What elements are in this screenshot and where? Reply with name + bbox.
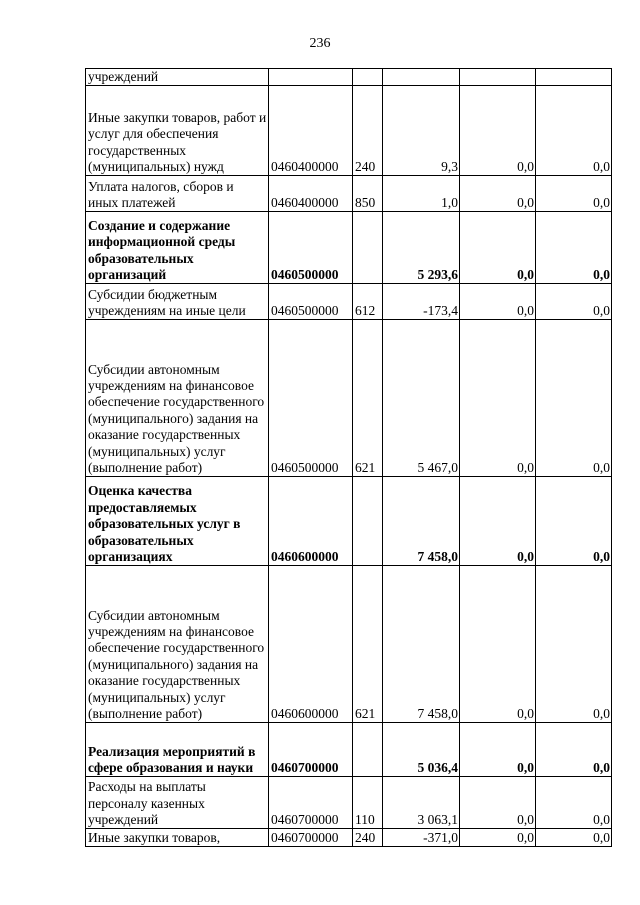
row-csr-cell bbox=[269, 69, 353, 86]
row-vr-cell: 240 bbox=[353, 829, 383, 847]
row-sum-3-cell: 0,0 bbox=[536, 86, 612, 176]
row-vr-cell: 110 bbox=[353, 777, 383, 829]
row-csr-cell: 0460500000 bbox=[269, 212, 353, 284]
row-name-cell: Создание и содержание информационной среды образовательных организаций bbox=[86, 212, 269, 284]
row-vr-cell bbox=[353, 212, 383, 284]
row-name-cell: Оценка качества предоставляемых образовательных услуг в образовательных организациях bbox=[86, 477, 269, 566]
row-sum-3-cell: 0,0 bbox=[536, 723, 612, 777]
row-name-cell: Субсидии автономным учреждениям на финансовое обеспечение государственного (муниципального) задания на оказание государственных (муниципальных) услуг (выполнение работ) bbox=[86, 566, 269, 723]
row-vr-cell bbox=[353, 69, 383, 86]
row-sum-1-cell: -371,0 bbox=[383, 829, 460, 847]
row-csr-cell: 0460700000 bbox=[269, 723, 353, 777]
row-csr-cell: 0460500000 bbox=[269, 320, 353, 477]
row-sum-2-cell: 0,0 bbox=[460, 86, 536, 176]
row-sum-1-cell: 3 063,1 bbox=[383, 777, 460, 829]
budget-table bbox=[85, 68, 612, 847]
row-name-cell: Субсидии бюджетным учреждениям на иные цели bbox=[86, 284, 269, 320]
table-row-section bbox=[86, 723, 612, 777]
row-sum-2-cell: 0,0 bbox=[460, 284, 536, 320]
row-vr-cell bbox=[353, 723, 383, 777]
row-vr-cell: 240 bbox=[353, 86, 383, 176]
table-row bbox=[86, 86, 612, 176]
row-csr-cell: 0460600000 bbox=[269, 566, 353, 723]
row-name-cell: Иные закупки товаров, работ и услуг для обеспечения государственных (муниципальных) нужд bbox=[86, 86, 269, 176]
row-csr-cell: 0460700000 bbox=[269, 829, 353, 847]
table-row bbox=[86, 320, 612, 477]
table-row bbox=[86, 284, 612, 320]
row-name-cell: Субсидии автономным учреждениям на финансовое обеспечение государственного (муниципального) задания на оказание государственных (муниципальных) услуг (выполнение работ) bbox=[86, 320, 269, 477]
row-sum-3-cell: 0,0 bbox=[536, 212, 612, 284]
row-sum-3-cell: 0,0 bbox=[536, 176, 612, 212]
table-row bbox=[86, 69, 612, 86]
row-sum-2-cell: 0,0 bbox=[460, 477, 536, 566]
row-vr-cell: 621 bbox=[353, 320, 383, 477]
table-row bbox=[86, 566, 612, 723]
table-row bbox=[86, 777, 612, 829]
row-sum-1-cell: 5 036,4 bbox=[383, 723, 460, 777]
row-sum-1-cell: -173,4 bbox=[383, 284, 460, 320]
row-sum-2-cell: 0,0 bbox=[460, 777, 536, 829]
table-row bbox=[86, 829, 612, 847]
row-csr-cell: 0460600000 bbox=[269, 477, 353, 566]
row-sum-2-cell: 0,0 bbox=[460, 566, 536, 723]
row-sum-3-cell: 0,0 bbox=[536, 566, 612, 723]
row-sum-3-cell: 0,0 bbox=[536, 777, 612, 829]
row-sum-1-cell: 1,0 bbox=[383, 176, 460, 212]
row-sum-2-cell: 0,0 bbox=[460, 829, 536, 847]
row-sum-2-cell: 0,0 bbox=[460, 723, 536, 777]
row-csr-cell: 0460700000 bbox=[269, 777, 353, 829]
row-sum-1-cell: 5 467,0 bbox=[383, 320, 460, 477]
row-name-cell: Расходы на выплаты персоналу казенных учреждений bbox=[86, 777, 269, 829]
table-row-section bbox=[86, 212, 612, 284]
row-sum-1-cell bbox=[383, 69, 460, 86]
page-number: 236 bbox=[309, 36, 331, 51]
row-vr-cell: 850 bbox=[353, 176, 383, 212]
row-vr-cell: 612 bbox=[353, 284, 383, 320]
table-row bbox=[86, 176, 612, 212]
row-sum-3-cell: 0,0 bbox=[536, 477, 612, 566]
table-row-section bbox=[86, 477, 612, 566]
row-name-cell: учреждений bbox=[86, 69, 269, 86]
row-csr-cell: 0460500000 bbox=[269, 284, 353, 320]
row-sum-2-cell: 0,0 bbox=[460, 320, 536, 477]
row-sum-2-cell bbox=[460, 69, 536, 86]
row-sum-2-cell: 0,0 bbox=[460, 176, 536, 212]
row-sum-3-cell: 0,0 bbox=[536, 284, 612, 320]
row-csr-cell: 0460400000 bbox=[269, 86, 353, 176]
row-name-cell: Реализация мероприятий в сфере образования и науки bbox=[86, 723, 269, 777]
row-sum-3-cell: 0,0 bbox=[536, 829, 612, 847]
row-sum-1-cell: 5 293,6 bbox=[383, 212, 460, 284]
row-sum-1-cell: 9,3 bbox=[383, 86, 460, 176]
row-sum-2-cell: 0,0 bbox=[460, 212, 536, 284]
row-vr-cell bbox=[353, 477, 383, 566]
row-sum-3-cell: 0,0 bbox=[536, 320, 612, 477]
row-csr-cell: 0460400000 bbox=[269, 176, 353, 212]
budget-table-body bbox=[86, 69, 612, 847]
row-vr-cell: 621 bbox=[353, 566, 383, 723]
row-sum-1-cell: 7 458,0 bbox=[383, 566, 460, 723]
row-sum-1-cell: 7 458,0 bbox=[383, 477, 460, 566]
row-sum-3-cell bbox=[536, 69, 612, 86]
row-name-cell: Иные закупки товаров, bbox=[86, 829, 269, 847]
row-name-cell: Уплата налогов, сборов и иных платежей bbox=[86, 176, 269, 212]
